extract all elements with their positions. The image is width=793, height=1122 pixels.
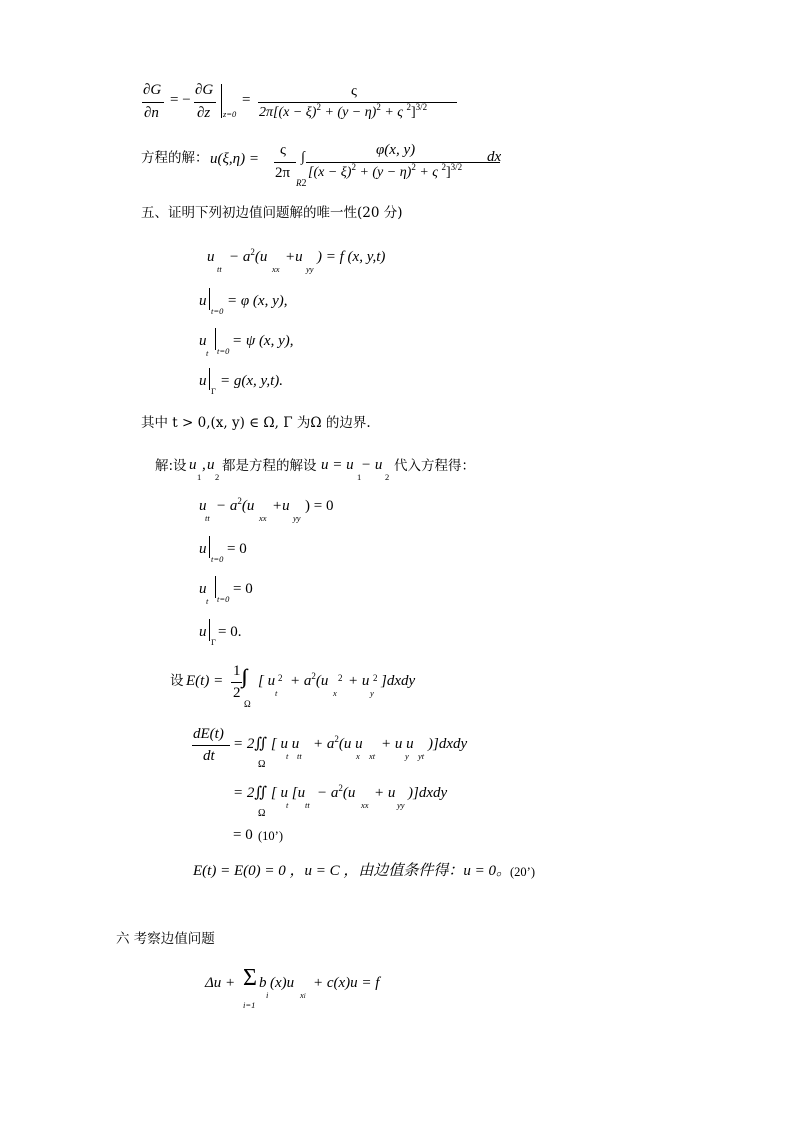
rhs-numerator: ς xyxy=(351,83,357,99)
middle-denominator: ∂z xyxy=(197,105,211,121)
dx: dx xyxy=(487,149,502,165)
coef-numerator: ς xyxy=(280,142,286,158)
equals-minus: = − xyxy=(170,92,191,108)
solution-lhs: u(ξ,η) = xyxy=(210,151,259,167)
integral-domain: R2 xyxy=(296,178,307,189)
problem5-where-clause: 其中 t > 0,(x, y) ∈ Ω, Γ 为Ω 的边界. xyxy=(141,415,371,431)
fraction-numerator: φ(x, y) xyxy=(376,142,416,158)
evaluation-subscript: z=0 xyxy=(223,109,237,119)
equals: = xyxy=(242,92,251,108)
lhs-numerator: ∂G xyxy=(143,82,162,98)
lhs-denominator: ∂n xyxy=(144,105,159,121)
problem6-heading: 六 考察边值问题 xyxy=(116,931,215,947)
fraction-denominator: [$(x - \xi)^2 + (y - \eta)^2 + \varsigma$ $^2$]$^{3/2}$ xyxy=(308,162,463,180)
rhs-denominator: $2\pi[(x - \xi)^2 + (y - \eta)^2 + \varsigma$ $^2$]$^{3/2}$ xyxy=(259,102,428,120)
integral-sign: ∫ xyxy=(301,150,305,165)
document-page: ∂G ∂n = − ∂G ∂z z=0 = ς $2\pi[(x - \xi)^2 + (y - \eta)^2 + \varsigma$ $^2$]$^{3/2}$ 方程的解： u(ξ,η) = ς 2π ∫ R2 φ(x, y) [$(x - \xi)^2 + (y - \eta)^2 + \varsigma$ $^2$]$^{3/2}$ dx 五、证明下列初边值问题解的唯一性(20 分) u tt − $a^2(u$ xx +u yy ) = f (x, y,t) u t=0 = φ (x, y), u t t=0 = ψ (x, y), u Γ = g(x, y,t). 其中 t > 0,(x, y) ∈ Ω, Γ 为Ω 的边界. 解:设 u 1 , u 2 都是方程的解设 u = u 1 − u 2 代入方程得： u tt − $a^2(u$ xx +u yy ) = 0 u t=0 = 0 u t t=0 = 0 u Γ = 0. 设 E(t) = 1 2 Ω [ u t 2 + $a^2(u$ x 2 + u y 2 ]dxdy dE(t) dt = 2∬ [ u u Ω t tt + $a^2(u$ u x xt + u u y yt )]dxdy = 2∬ [ u [u Ω t tt − $a^2(u$ xx + u yy )]dxdy = 0 (10’) E(t) = E(0) = 0 ，u = C ，由边值条件得：u = 0。 (20’) 六 考察边值问题 Δu + Σ i=1 b i (x)u xi + c(x)u = f xyxy=(0,0,793,1122)
problem5-heading: 五、证明下列初边值问题解的唯一性(20 分) xyxy=(141,205,403,221)
solution-label: 方程的解： xyxy=(141,150,209,166)
coef-denominator: 2π xyxy=(275,165,291,181)
middle-numerator: ∂G xyxy=(195,82,214,98)
